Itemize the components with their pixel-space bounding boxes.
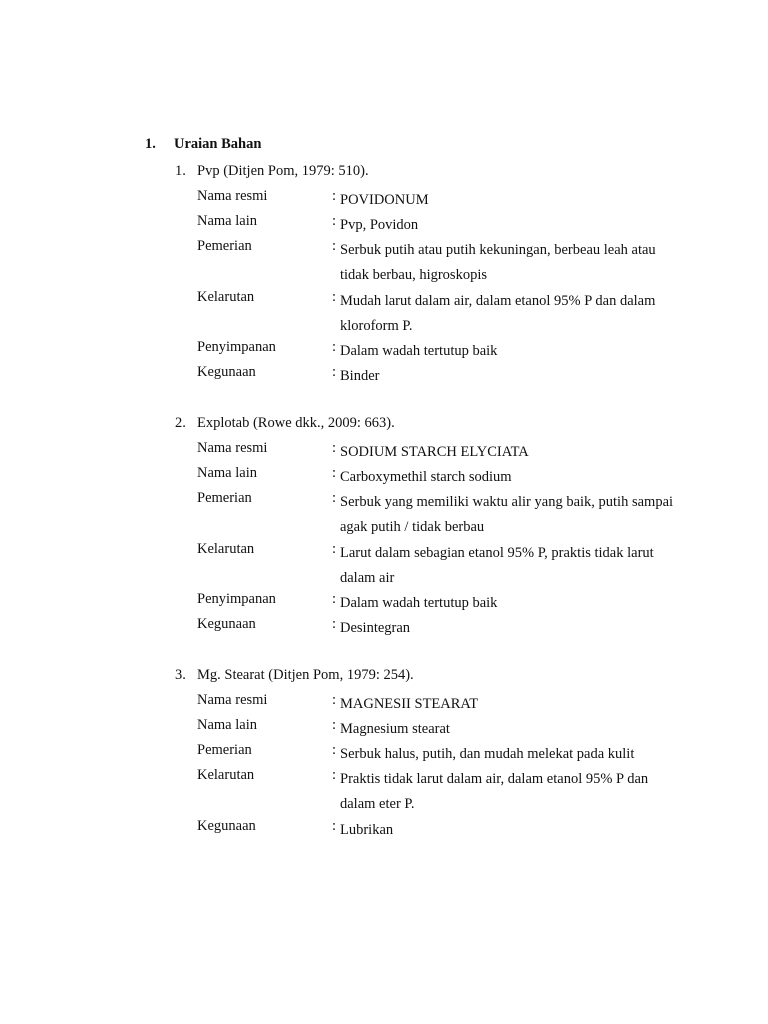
section-heading	[145, 136, 261, 153]
entry-label: Nama resmi	[197, 692, 268, 708]
item-title-mg-stearat	[175, 667, 414, 684]
entry-label: Kelarutan	[197, 767, 255, 783]
entry-label: Pemerian	[197, 238, 252, 254]
entry-label: Kelarutan	[197, 289, 255, 305]
entry-label: Nama lain	[197, 717, 257, 733]
entry-separator: :	[332, 238, 337, 254]
item-title-text: Pvp (Ditjen Pom, 1979: 510).	[197, 163, 369, 179]
entry-value: Serbuk yang memiliki waktu alir yang baik, putih sampai agak putih / tidak berbau	[340, 494, 674, 536]
entry-label: Nama lain	[197, 465, 257, 481]
entry-label: Kelarutan	[197, 541, 255, 557]
section-title: Uraian Bahan	[174, 136, 262, 152]
entry-label: Nama resmi	[197, 188, 268, 204]
entry-label: Penyimpanan	[197, 339, 276, 355]
entry-value: SODIUM STARCH ELYCIATA	[340, 444, 529, 460]
item-title-text: Explotab (Rowe dkk., 2009: 663).	[197, 415, 395, 431]
entry-value: Magnesium stearat	[340, 721, 450, 737]
entry-separator: :	[332, 742, 337, 758]
entry-value: Carboxymethil starch sodium	[340, 469, 512, 485]
entry-label: Penyimpanan	[197, 591, 276, 607]
item-number: 1.	[175, 163, 186, 179]
entry-label: Pemerian	[197, 742, 252, 758]
section-number: 1.	[145, 136, 156, 152]
item-title-pvp	[175, 163, 369, 180]
entry-separator: :	[332, 213, 337, 229]
entry-value: Dalam wadah tertutup baik	[340, 343, 498, 359]
entry-value: Praktis tidak larut dalam air, dalam etanol 95% P dan dalam eter P.	[340, 771, 649, 813]
entry-separator: :	[332, 364, 337, 380]
entry-value: Desintegran	[340, 620, 411, 636]
entry-separator: :	[332, 541, 337, 557]
entry-value: Mudah larut dalam air, dalam etanol 95% P dan dalam kloroform P.	[340, 293, 656, 335]
entry-separator: :	[332, 289, 337, 305]
entry-label: Kegunaan	[197, 818, 256, 834]
entry-value: Larut dalam sebagian etanol 95% P, praktis tidak larut dalam air	[340, 545, 654, 587]
entry-value: Pvp, Povidon	[340, 217, 419, 233]
entry-label: Kegunaan	[197, 364, 256, 380]
entry-separator: :	[332, 339, 337, 355]
entry-separator: :	[332, 440, 337, 456]
entry-value: MAGNESII STEARAT	[340, 696, 479, 712]
entry-separator: :	[332, 692, 337, 708]
entry-separator: :	[332, 591, 337, 607]
item-number: 2.	[175, 415, 186, 431]
item-title-text: Mg. Stearat (Ditjen Pom, 1979: 254).	[197, 667, 414, 683]
entry-value: Binder	[340, 368, 380, 384]
entry-label: Kegunaan	[197, 616, 256, 632]
entry-value: POVIDONUM	[340, 192, 429, 208]
entry-separator: :	[332, 616, 337, 632]
entry-value: Serbuk halus, putih, dan mudah melekat pada kulit	[340, 746, 635, 762]
item-number: 3.	[175, 667, 186, 683]
entry-separator: :	[332, 717, 337, 733]
entry-label: Pemerian	[197, 490, 252, 506]
entry-separator: :	[332, 818, 337, 834]
entry-value: Lubrikan	[340, 822, 394, 838]
entry-label: Nama resmi	[197, 440, 268, 456]
entry-separator: :	[332, 465, 337, 481]
entry-separator: :	[332, 188, 337, 204]
entry-separator: :	[332, 490, 337, 506]
item-title-explotab	[175, 415, 395, 432]
entry-label: Nama lain	[197, 213, 257, 229]
entry-value: Serbuk putih atau putih kekuningan, berbeau leah atau tidak berbau, higroskopis	[340, 242, 656, 284]
entry-value: Dalam wadah tertutup baik	[340, 595, 498, 611]
entry-separator: :	[332, 767, 337, 783]
